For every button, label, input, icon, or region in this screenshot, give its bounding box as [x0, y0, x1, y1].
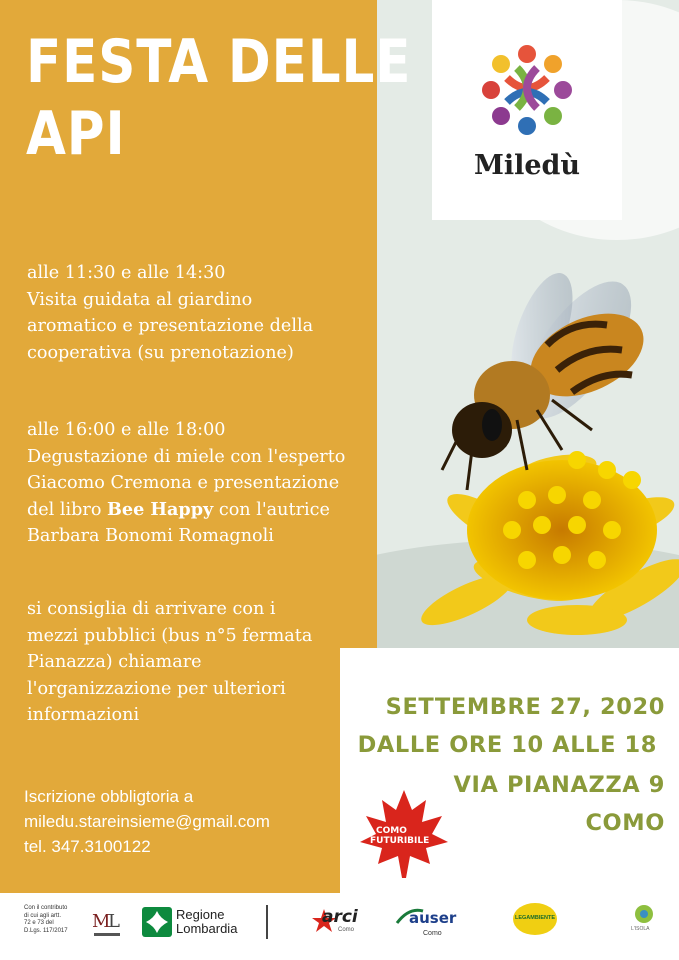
contact-info: [24, 784, 270, 859]
isola-text: L'ISOLA: [631, 926, 650, 932]
advice-line: Pianazza) chiamare: [27, 652, 202, 672]
legambiente-text: LEGAMBIENTE: [515, 915, 556, 921]
regione-lombardia-text: [176, 908, 237, 936]
travel-advice: [27, 596, 312, 729]
session-morning: [27, 260, 313, 366]
contact-email[interactable]: miledu.stareinsieme@gmail.com: [24, 812, 270, 831]
advice-line: si consiglia di arrivare con i: [27, 599, 276, 619]
event-hours: DALLE ORE 10 ALLE 18: [357, 732, 657, 758]
contribution-line: di cui agli artt.: [24, 912, 62, 919]
session-desc-line: [27, 497, 345, 524]
contribution-note: [24, 905, 68, 935]
regione-line: Lombardia: [176, 921, 238, 936]
auser-logo: [395, 903, 461, 943]
svg-text:M: M: [92, 911, 111, 932]
footer-divider: [266, 905, 268, 939]
advice-line: mezzi pubblici (bus n°5 fermata: [27, 625, 313, 646]
arci-sub: Como: [338, 927, 355, 933]
contribution-line: Con il contributo: [24, 905, 68, 911]
event-address: VIA PIANAZZA 9: [453, 772, 665, 798]
session-desc-line: cooperativa (su prenotazione): [27, 342, 294, 363]
legambiente-logo: [513, 903, 557, 935]
session-time: alle 16:00 e alle 18:00: [27, 420, 226, 440]
book-suffix: con l'autrice: [213, 499, 330, 520]
arci-text: arci: [322, 907, 358, 927]
title-line-2: API: [26, 99, 126, 169]
como-futuribile-logo: [356, 786, 452, 882]
arci-logo: [312, 903, 358, 943]
event-city: COMO: [585, 810, 665, 836]
session-author: Barbara Bonomi Romagnoli: [27, 526, 274, 546]
book-title: Bee Happy: [107, 498, 214, 520]
miledu-logo-text: Miledù: [473, 150, 581, 181]
regione-line: Regione: [176, 907, 225, 922]
contribution-line: D.Lgs. 117/2017: [24, 927, 68, 934]
session-afternoon: [27, 417, 345, 550]
auser-text: auser: [409, 909, 457, 927]
event-date: SETTEMBRE 27, 2020: [385, 694, 665, 720]
page-title: [26, 26, 411, 170]
book-prefix: del libro: [27, 499, 108, 520]
como-futuribile-line2: FUTURIBILE: [370, 836, 430, 846]
miledu-logo-icon: [432, 0, 622, 150]
session-desc-line: Degustazione di miele con l'esperto: [27, 446, 346, 467]
session-desc-line: aromatico e presentazione della: [27, 316, 314, 336]
sponsors-footer: [0, 893, 679, 960]
session-desc-line: Giacomo Cremona e presentazione: [27, 473, 340, 493]
ministry-logo: [90, 907, 124, 943]
isola-icon: [633, 903, 655, 925]
session-desc-line: Visita guidata al giardino: [27, 289, 253, 310]
contact-phone[interactable]: tel. 347.3100122: [24, 837, 151, 856]
como-futuribile-line1: COMO: [376, 826, 407, 836]
registration-text: Iscrizione obbligtoria a: [24, 787, 194, 806]
auser-sub: Como: [423, 930, 442, 937]
title-line-1: FESTA DELLE: [26, 27, 412, 97]
miledu-logo-box: [432, 0, 622, 220]
isola-logo: [633, 903, 655, 935]
session-time: alle 11:30 e alle 14:30: [27, 263, 226, 283]
regione-lombardia-icon: [142, 907, 172, 937]
advice-line: l'organizzazione per ulteriori: [27, 678, 286, 699]
contribution-line: 72 e 73 del: [24, 920, 54, 926]
svg-text:L: L: [108, 911, 120, 932]
advice-line: informazioni: [27, 705, 140, 725]
ministry-logo-icon: [90, 907, 124, 943]
